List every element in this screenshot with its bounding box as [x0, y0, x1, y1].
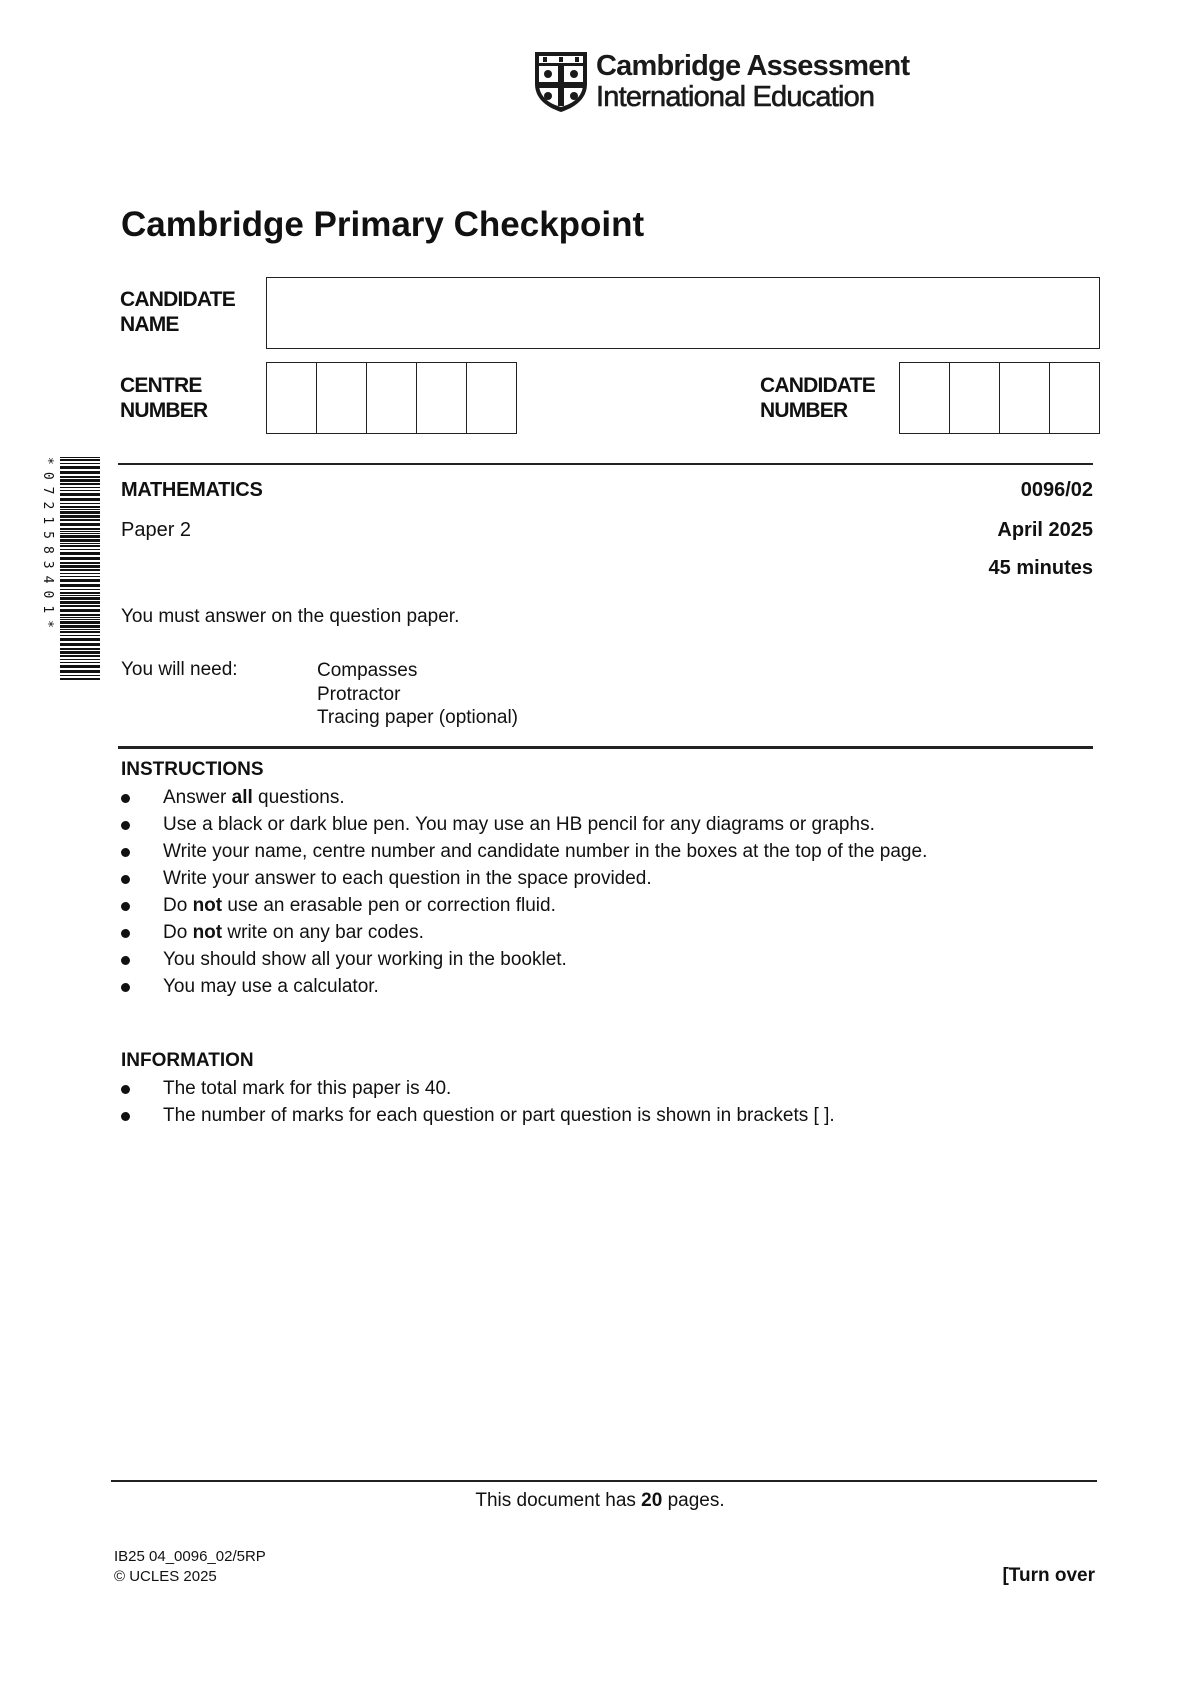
barcode-bar: [60, 678, 100, 680]
centre-number-label: [120, 373, 207, 423]
centre-number-cell[interactable]: [267, 363, 317, 433]
barcode-bar: [60, 592, 100, 594]
equipment-item: Tracing paper (optional): [317, 707, 519, 728]
barcode-bar: [60, 506, 100, 508]
bullet-icon: [121, 875, 130, 884]
page-title: Cambridge Primary Checkpoint: [121, 205, 645, 244]
barcode-bar: [60, 457, 100, 458]
barcode-bar: [60, 523, 100, 526]
barcode-bar: [60, 619, 100, 620]
barcode-bar: [60, 535, 100, 538]
candidate-number-cell[interactable]: [900, 363, 950, 433]
instruction-emphasis: not: [192, 922, 223, 943]
instruction-text: write on any bar codes.: [222, 922, 424, 943]
candidate-name-label-line2: NAME: [120, 313, 179, 336]
instruction-item: [120, 838, 927, 865]
equipment-item: Protractor: [317, 683, 401, 705]
barcode-bar: [60, 659, 100, 660]
instructions-title: INSTRUCTIONS: [121, 759, 264, 780]
candidate-name-label: [120, 287, 235, 337]
candidate-number-cell[interactable]: [1000, 363, 1050, 433]
centre-number-cell[interactable]: [367, 363, 417, 433]
barcode-bar: [60, 552, 100, 555]
barcode-bar: [60, 533, 100, 534]
equipment-item: Compasses: [317, 660, 418, 681]
barcode-bar: [60, 487, 100, 488]
instruction-text: Do: [163, 895, 193, 916]
barcode-bar: [60, 476, 100, 478]
barcode-bar: [60, 648, 100, 650]
candidate-name-field[interactable]: [266, 277, 1100, 349]
barcode-bar: [60, 479, 100, 482]
barcode-bar: [60, 511, 100, 514]
turn-over-note: [Turn over: [1002, 1565, 1095, 1586]
barcode-bar: [60, 662, 100, 663]
candidate-number-label-line2: NUMBER: [760, 399, 848, 422]
equipment-label: You will need:: [121, 659, 238, 680]
information-text: The total mark for this paper is 40.: [163, 1078, 452, 1099]
barcode-bar: [60, 515, 100, 518]
barcode-bar: [60, 595, 100, 596]
instruction-text: questions.: [252, 787, 345, 808]
bullet-icon: [121, 929, 130, 938]
instruction-item: [120, 865, 927, 892]
barcode-bar: [60, 631, 100, 633]
barcode-bar: [60, 463, 100, 464]
cambridge-shield-icon: [533, 50, 589, 114]
centre-number-label-line2: NUMBER: [120, 399, 208, 422]
instruction-text: Answer: [163, 787, 232, 808]
centre-number-cell[interactable]: [467, 363, 516, 433]
instruction-item: [120, 892, 927, 919]
barcode-bar: [60, 665, 100, 668]
information-title: INFORMATION: [121, 1050, 254, 1071]
instruction-text: use an erasable pen or correction fluid.: [222, 895, 556, 916]
bullet-icon: [121, 794, 130, 803]
barcode-bar: [60, 597, 100, 600]
centre-number-cell[interactable]: [317, 363, 367, 433]
barcode-bar: [60, 638, 100, 641]
footer-reference: [114, 1547, 266, 1587]
barcode-bar: [60, 549, 100, 550]
answer-on-paper-note: You must answer on the question paper.: [121, 606, 460, 627]
instruction-text: Do: [163, 922, 193, 943]
bullet-icon: [121, 821, 130, 830]
barcode-bar: [60, 584, 100, 587]
candidate-number-field[interactable]: [899, 362, 1100, 434]
middle-divider: [118, 746, 1093, 749]
barcode-bar: [60, 531, 100, 532]
barcode-bar: [60, 670, 100, 673]
barcode-bar: [60, 539, 100, 542]
footer-divider: [111, 1480, 1097, 1482]
barcode-bar: [60, 490, 100, 491]
centre-number-cell[interactable]: [417, 363, 467, 433]
barcode-bar: [60, 519, 100, 521]
barcode-bar: [60, 589, 100, 590]
centre-number-label-line1: CENTRE: [120, 374, 202, 397]
subject: MATHEMATICS: [121, 479, 263, 501]
paper-name: Paper 2: [121, 519, 192, 541]
barcode-bar: [60, 643, 100, 646]
information-item: [120, 1075, 835, 1102]
barcode-bar: [60, 675, 100, 676]
barcode-bar: [60, 614, 100, 616]
barcode-bar: [60, 562, 100, 564]
instruction-item: [120, 811, 927, 838]
page-count: 20: [641, 1490, 663, 1511]
instruction-text: You should show all your working in the booklet.: [163, 949, 567, 970]
page-count-note: [0, 1490, 1200, 1512]
barcode-bar: [60, 609, 100, 612]
information-list: [120, 1075, 835, 1129]
instructions-list: [120, 784, 927, 1000]
logo-line-2: International Education: [596, 81, 875, 113]
barcode-bar: [60, 635, 100, 636]
barcode-bar: [60, 509, 100, 510]
barcode-bar: [60, 493, 100, 496]
page-count-text: This document has: [475, 1490, 642, 1511]
barcode-bar: [60, 466, 100, 469]
equipment-list: [317, 659, 518, 730]
barcode-bar: [60, 471, 100, 474]
barcode-bar: [60, 601, 100, 604]
barcode-bar: [60, 621, 100, 624]
instruction-item: [120, 919, 927, 946]
barcode-bar: [60, 573, 100, 574]
bullet-icon: [121, 848, 130, 857]
session: April 2025: [997, 519, 1093, 541]
centre-number-field[interactable]: [266, 362, 517, 434]
bullet-icon: [121, 956, 130, 965]
barcode-bar: [60, 655, 100, 657]
duration: 45 minutes: [988, 557, 1093, 579]
barcode-bar: [60, 557, 100, 560]
top-divider: [118, 463, 1093, 465]
instruction-item: [120, 784, 927, 811]
barcode-bar: [60, 579, 100, 582]
candidate-number-label: [760, 373, 875, 423]
copyright: © UCLES 2025: [114, 1568, 217, 1585]
instruction-emphasis: not: [192, 895, 223, 916]
barcode-bar: [60, 545, 100, 547]
bullet-icon: [121, 1085, 130, 1094]
barcode-bar: [60, 605, 100, 607]
barcode-bar: [60, 483, 100, 485]
barcode-bar: [60, 617, 100, 618]
page-count-text: pages.: [662, 1490, 725, 1511]
barcode: [36, 457, 100, 683]
candidate-name-label-line1: CANDIDATE: [120, 288, 235, 311]
instruction-text: You may use a calculator.: [163, 976, 379, 997]
bullet-icon: [121, 983, 130, 992]
information-text: The number of marks for each question or part question is shown in brackets [ ].: [163, 1105, 835, 1126]
barcode-bar: [60, 569, 100, 571]
candidate-number-cell[interactable]: [1050, 363, 1099, 433]
instruction-emphasis: all: [231, 787, 253, 808]
barcode-bar: [60, 565, 100, 568]
barcode-bar: [60, 625, 100, 628]
barcode-bar: [60, 543, 100, 544]
barcode-bar: [60, 459, 100, 461]
instruction-item: [120, 973, 927, 1000]
bullet-icon: [121, 902, 130, 911]
candidate-number-label-line1: CANDIDATE: [760, 374, 875, 397]
reference-code: IB25 04_0096_02/5RP: [114, 1548, 266, 1565]
barcode-bar: [60, 503, 100, 504]
barcode-text: *0721583401*: [40, 457, 55, 635]
barcode-bar: [60, 629, 100, 630]
barcode-bar: [60, 576, 100, 577]
cambridge-logo: [533, 50, 913, 114]
barcode-bar: [60, 498, 100, 501]
barcode-bar: [60, 651, 100, 654]
bullet-icon: [121, 1112, 130, 1121]
logo-line-1: Cambridge Assessment: [596, 50, 910, 82]
instruction-text: Use a black or dark blue pen. You may use an HB pencil for any diagrams or graphs.: [163, 814, 875, 835]
instruction-text: Write your name, centre number and candidate number in the boxes at the top of the page.: [163, 841, 928, 862]
barcode-bar: [60, 528, 100, 530]
instruction-item: [120, 946, 927, 973]
candidate-number-cell[interactable]: [950, 363, 1000, 433]
instruction-text: Write your answer to each question in the space provided.: [163, 868, 652, 889]
paper-code: 0096/02: [1020, 479, 1093, 501]
information-item: [120, 1102, 835, 1129]
